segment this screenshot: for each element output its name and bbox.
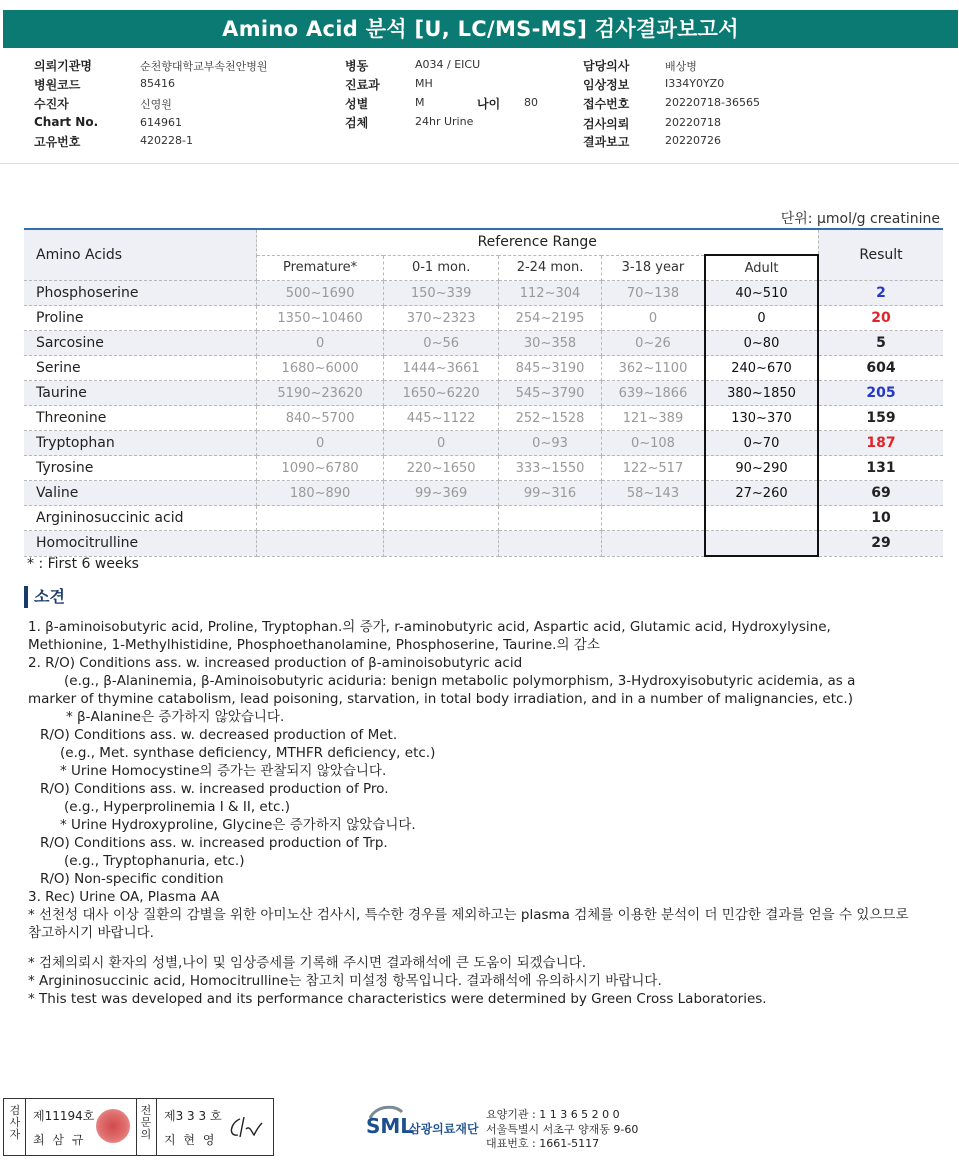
ref-range — [601, 506, 705, 531]
ref-range: 99~316 — [499, 481, 602, 506]
header-label: 검사의뢰 — [583, 117, 630, 131]
finding-line: 참고하시기 바랍니다. — [28, 925, 154, 941]
ref-range: 0 — [257, 431, 384, 456]
amino-acid-name: Taurine — [24, 381, 257, 406]
amino-acid-name: Phosphoserine — [24, 281, 257, 306]
finding-line: marker of thymine catabolism, lead poisoning, starvation, in total body irradiation, and in a number of malignancies, etc.) — [28, 691, 853, 707]
ref-range — [499, 506, 602, 531]
ref-range: 70~138 — [601, 281, 705, 306]
amino-acid-name: Serine — [24, 356, 257, 381]
result-value: 187 — [818, 431, 943, 456]
adult-range: 240~670 — [705, 356, 818, 381]
ref-range: 845~3190 — [499, 356, 602, 381]
ref-range: 1680~6000 — [257, 356, 384, 381]
amino-acid-name: Sarcosine — [24, 331, 257, 356]
adult-range: 27~260 — [705, 481, 818, 506]
result-value: 205 — [818, 381, 943, 406]
header-value: 85416 — [140, 77, 175, 90]
finding-line: (e.g., Tryptophanuria, etc.) — [64, 853, 245, 869]
header-value: 배상병 — [665, 60, 697, 73]
unit-label: 단위: μmol/g creatinine — [780, 211, 940, 227]
finding-line: Methionine, 1-Methylhistidine, Phosphoethanolamine, Phosphoserine, Taurine.의 감소 — [28, 637, 600, 653]
adult-range: 0 — [705, 306, 818, 331]
result-value: 159 — [818, 406, 943, 431]
ref-range: 639~1866 — [601, 381, 705, 406]
header-value: 20220718 — [665, 116, 721, 129]
report-title: Amino Acid 분석 [U, LC/MS-MS] 검사결과보고서 — [3, 10, 958, 48]
finding-line: 2. R/O) Conditions ass. w. increased production of β-aminoisobutyric acid — [28, 655, 523, 671]
header-label: 병동 — [345, 59, 369, 73]
amino-acid-name: Homocitrulline — [24, 531, 257, 557]
amino-acid-name: Proline — [24, 306, 257, 331]
header-label: 접수번호 — [583, 97, 630, 111]
ref-range — [257, 506, 384, 531]
finding-line: 3. Rec) Urine OA, Plasma AA — [28, 889, 220, 905]
result-value: 10 — [818, 506, 943, 531]
finding-line: * 검체의뢰시 환자의 성별,나이 및 임상증세를 기록해 주시면 결과해석에 큰 도움이 되겠습니다. — [28, 955, 587, 971]
amino-acid-name: Tyrosine — [24, 456, 257, 481]
header-value: 신영원 — [140, 98, 172, 111]
header-label: 검체 — [345, 116, 369, 130]
table-row — [24, 281, 943, 306]
table-row — [24, 406, 943, 431]
ref-range: 0 — [601, 306, 705, 331]
header-divider — [0, 163, 959, 164]
seal-stamp — [96, 1109, 130, 1143]
ref-range: 0~56 — [384, 331, 499, 356]
ref-range: 333~1550 — [499, 456, 602, 481]
table-row — [24, 306, 943, 331]
ref-range: 150~339 — [384, 281, 499, 306]
header-label: Chart No. — [34, 115, 99, 129]
ref-range: 252~1528 — [499, 406, 602, 431]
ref-range: 840~5700 — [257, 406, 384, 431]
amino-acid-name: Argininosuccinic acid — [24, 506, 257, 531]
finding-line: R/O) Conditions ass. w. increased production of Pro. — [40, 781, 389, 797]
ref-range: 0~26 — [601, 331, 705, 356]
age-label: 나이 — [477, 97, 501, 111]
header-label: 고유번호 — [34, 135, 81, 149]
finding-line: 1. β-aminoisobutyric acid, Proline, Tryptophan.의 증가, r-aminobutyric acid, Aspartic acid, Glutamic acid, Hydroxylysine, — [28, 619, 831, 635]
org-name: 삼광의료재단 — [409, 1122, 479, 1136]
adult-range: 0~70 — [705, 431, 818, 456]
signature-box — [3, 1098, 274, 1156]
header-label: 진료과 — [345, 78, 380, 92]
table-row — [24, 481, 943, 506]
finding-line: R/O) Conditions ass. w. increased production of Trp. — [40, 835, 388, 851]
ref-range: 121~389 — [601, 406, 705, 431]
header-value: 순천향대학교부속천안병원 — [140, 60, 268, 73]
header-label: 임상정보 — [583, 78, 630, 92]
signature-icon — [226, 1113, 266, 1143]
institution-code: 요양기관 : 1 1 3 6 5 2 0 0 — [486, 1108, 620, 1121]
ref-range: 0 — [257, 331, 384, 356]
amino-acid-name: Valine — [24, 481, 257, 506]
ref-range: 99~369 — [384, 481, 499, 506]
result-value: 20 — [818, 306, 943, 331]
ref-range: 1444~3661 — [384, 356, 499, 381]
ref-range: 58~143 — [601, 481, 705, 506]
table-row — [24, 506, 943, 531]
header-value: 24hr Urine — [415, 115, 474, 128]
ref-subheader: 3-18 year — [601, 255, 705, 281]
adult-range — [705, 506, 818, 531]
result-value: 69 — [818, 481, 943, 506]
ref-range: 1650~6220 — [384, 381, 499, 406]
ref-range: 0 — [384, 431, 499, 456]
header-label: 결과보고 — [583, 135, 630, 149]
ref-range: 1090~6780 — [257, 456, 384, 481]
ref-range: 30~358 — [499, 331, 602, 356]
header-label: 성별 — [345, 97, 369, 111]
header-label: 병원코드 — [34, 78, 81, 92]
footnote: * : First 6 weeks — [27, 556, 139, 572]
ref-range: 220~1650 — [384, 456, 499, 481]
ref-range: 445~1122 — [384, 406, 499, 431]
result-value: 131 — [818, 456, 943, 481]
ref-range: 370~2323 — [384, 306, 499, 331]
header-value: 614961 — [140, 116, 182, 129]
result-value: 604 — [818, 356, 943, 381]
finding-line: * Urine Homocystine의 증가는 관찰되지 않았습니다. — [60, 763, 387, 779]
col-amino-acids: Amino Acids — [24, 229, 257, 281]
amino-acid-name: Tryptophan — [24, 431, 257, 456]
amino-acid-table — [24, 228, 943, 557]
ref-range — [257, 531, 384, 557]
address: 서울특별시 서초구 양재동 9-60 — [486, 1123, 639, 1136]
header-label: 담당의사 — [583, 59, 630, 73]
col-reference-range: Reference Range — [257, 229, 819, 255]
finding-line: (e.g., β-Alaninemia, β-Aminoisobutyric aciduria: benign metabolic polymorphism, 3-Hydroxyisobutyric acidemia, as a — [64, 673, 856, 689]
license-1: 제11194호 — [33, 1109, 95, 1123]
ref-range: 362~1100 — [601, 356, 705, 381]
col-result: Result — [818, 229, 943, 281]
table-row — [24, 531, 943, 557]
ref-range: 1350~10460 — [257, 306, 384, 331]
finding-line: * Argininosuccinic acid, Homocitrulline는 참고치 미설정 항목입니다. 결과해석에 유의하시기 바랍니다. — [28, 973, 662, 989]
ref-range — [384, 531, 499, 557]
finding-line: (e.g., Hyperprolinemia I & II, etc.) — [64, 799, 290, 815]
ref-range: 180~890 — [257, 481, 384, 506]
adult-range: 380~1850 — [705, 381, 818, 406]
ref-subheader: Premature* — [257, 255, 384, 281]
header-value: M — [415, 96, 425, 109]
table-row — [24, 356, 943, 381]
finding-line: (e.g., Met. synthase deficiency, MTHFR deficiency, etc.) — [60, 745, 436, 761]
ref-range — [499, 531, 602, 557]
ref-range: 500~1690 — [257, 281, 384, 306]
table-row — [24, 331, 943, 356]
result-value: 29 — [818, 531, 943, 557]
ref-subheader: 0-1 mon. — [384, 255, 499, 281]
signer-1: 최 삼 규 — [33, 1133, 86, 1147]
header-value: MH — [415, 77, 433, 90]
adult-range: 0~80 — [705, 331, 818, 356]
header-label: 수진자 — [34, 97, 69, 111]
adult-range: 40~510 — [705, 281, 818, 306]
header-value: 420228-1 — [140, 134, 193, 147]
adult-range: 90~290 — [705, 456, 818, 481]
table-row — [24, 456, 943, 481]
footer-role-2: 전 문 의 — [140, 1104, 152, 1141]
adult-range — [705, 531, 818, 557]
result-value: 2 — [818, 281, 943, 306]
ref-range: 5190~23620 — [257, 381, 384, 406]
signer-2: 지 현 영 — [164, 1133, 217, 1147]
table-row — [24, 431, 943, 456]
ref-subheader: Adult — [705, 255, 818, 281]
header-value: A034 / EICU — [415, 58, 481, 71]
header-value: 20220718-36565 — [665, 96, 760, 109]
finding-line: R/O) Conditions ass. w. decreased production of Met. — [40, 727, 398, 743]
result-value: 5 — [818, 331, 943, 356]
finding-line: R/O) Non-specific condition — [40, 871, 224, 887]
ref-range: 545~3790 — [499, 381, 602, 406]
ref-range: 122~517 — [601, 456, 705, 481]
finding-line: * Urine Hydroxyproline, Glycine은 증가하지 않았습니다. — [60, 817, 416, 833]
ref-range: 0~108 — [601, 431, 705, 456]
ref-subheader: 2-24 mon. — [499, 255, 602, 281]
ref-range: 0~93 — [499, 431, 602, 456]
table-row — [24, 381, 943, 406]
footer-role-1: 검 사 자 — [9, 1104, 21, 1141]
ref-range: 254~2195 — [499, 306, 602, 331]
header-value: I334Y0YZ0 — [665, 77, 725, 90]
finding-line: * This test was developed and its performance characteristics were determined by Green Cross Laboratories. — [28, 991, 767, 1007]
age-value: 80 — [524, 96, 538, 109]
phone: 대표번호 : 1661-5117 — [486, 1137, 600, 1150]
finding-line: * 선천성 대사 이상 질환의 감별을 위한 아미노산 검사시, 특수한 경우를 제외하고는 plasma 검체를 이용한 분석이 더 민감한 결과를 얻을 수 있으므로 — [28, 907, 909, 923]
finding-line: * β-Alanine은 증가하지 않았습니다. — [66, 709, 285, 725]
amino-acid-name: Threonine — [24, 406, 257, 431]
ref-range — [384, 506, 499, 531]
ref-range — [601, 531, 705, 557]
header-value: 20220726 — [665, 134, 721, 147]
ref-range: 112~304 — [499, 281, 602, 306]
header-label: 의뢰기관명 — [34, 59, 92, 73]
license-2: 제3 3 3 호 — [164, 1109, 222, 1123]
adult-range: 130~370 — [705, 406, 818, 431]
section-title: 소견 — [24, 586, 65, 608]
